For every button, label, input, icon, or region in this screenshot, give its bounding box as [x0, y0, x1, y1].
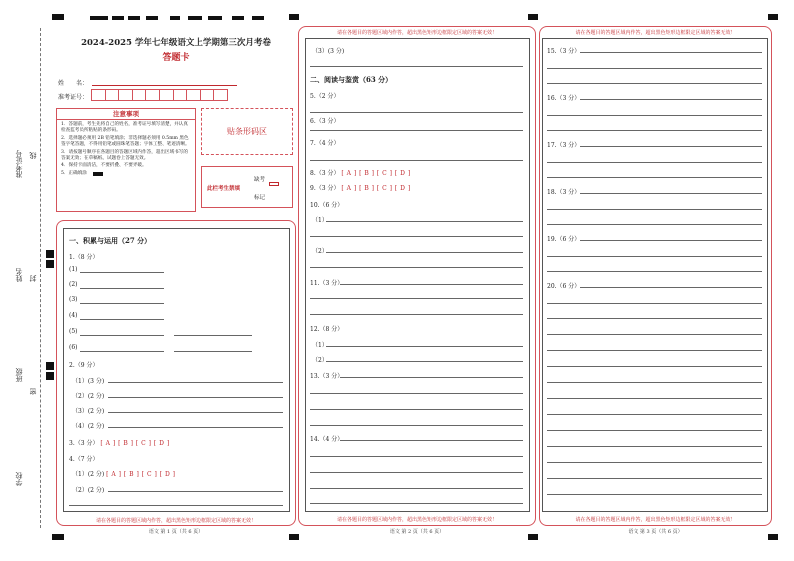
answer-line[interactable]: [80, 303, 164, 304]
answer-line[interactable]: [547, 162, 762, 163]
timing-mark: [252, 16, 264, 20]
answer-line[interactable]: [547, 398, 762, 399]
question-4: 4.（7 分）: [69, 456, 99, 463]
name-label: 姓 名：: [58, 80, 89, 87]
question-12: 12.（8 分）: [310, 326, 344, 333]
question-8-label: 8.（3 分）: [310, 170, 340, 177]
answer-line[interactable]: [326, 252, 523, 253]
timing-mark: [46, 250, 54, 258]
notice-item: 2．选择题必须用 2B 铅笔填涂；非选择题必须用 0.5mm 黑色签字笔答题，不得用铅笔或圆珠笔答题；字体工整、笔迹清晰。: [61, 135, 190, 148]
side-label-line: 线: [29, 152, 37, 159]
page2-footer: 语文 第 2 页（共 6 页）: [389, 529, 445, 535]
timing-mark: [112, 16, 124, 20]
page2-warning-top: 请在各题目的答题区域内作答，超出黑色矩形边框限定区域的答案无效！: [336, 30, 497, 36]
answer-line[interactable]: [310, 267, 523, 268]
q4-item-2: （2）(2 分): [72, 487, 105, 494]
answer-line[interactable]: [310, 456, 523, 457]
answer-line[interactable]: [547, 256, 762, 257]
side-label-name: 姓名: [15, 268, 23, 282]
question-16: 16.（3 分）: [547, 95, 581, 102]
barcode-area: 贴条形码区: [201, 108, 293, 155]
answer-line[interactable]: [174, 335, 252, 336]
timing-mark: [90, 16, 108, 20]
page3-answer-area: [542, 38, 768, 512]
page-title: 2024-2025 学年七年级语文上学期第三次月考卷: [81, 38, 271, 48]
q3-choice-options[interactable]: [ A ] [ B ] [ C ] [ D ]: [100, 440, 170, 447]
section-2-title: 二、阅读与鉴赏（63 分）: [310, 75, 393, 84]
answer-line[interactable]: [310, 236, 523, 237]
q2-item: （4）(2 分): [72, 423, 105, 430]
q4-item-1-label: （1）(2 分): [72, 471, 105, 478]
timing-mark: [208, 16, 222, 20]
answer-line[interactable]: [547, 446, 762, 447]
timing-mark: [128, 16, 140, 20]
timing-mark: [289, 14, 299, 20]
answer-line[interactable]: [80, 351, 164, 352]
notice-item: 5．正确填涂: [61, 170, 87, 176]
binding-line: [40, 28, 41, 528]
question-11: 11.（3 分）: [310, 280, 344, 287]
p2-top-item: （3）(3 分): [312, 48, 345, 55]
answer-line[interactable]: [310, 112, 523, 113]
answer-line[interactable]: [310, 409, 523, 410]
side-label-class: 班级: [15, 368, 23, 382]
answer-line[interactable]: [340, 440, 523, 441]
answer-line[interactable]: [547, 177, 762, 178]
timing-mark: [52, 14, 64, 20]
q4-item-1: [72, 469, 176, 478]
question-13: 13.（3 分）: [310, 373, 344, 380]
question-9-label: 9.（3 分）: [310, 185, 340, 192]
question-7: 7.（4 分）: [310, 140, 340, 147]
absent-mark-label-2: 标记: [254, 195, 266, 201]
answer-line[interactable]: [547, 115, 762, 116]
timing-mark: [188, 16, 202, 20]
answer-line[interactable]: [580, 240, 762, 241]
q1-item: (3): [69, 296, 78, 303]
side-label-secret: 密: [29, 388, 37, 395]
name-input-line[interactable]: [92, 85, 237, 86]
answer-line[interactable]: [547, 318, 762, 319]
answer-line[interactable]: [310, 425, 523, 426]
answer-line[interactable]: [174, 351, 252, 352]
answer-line[interactable]: [326, 221, 523, 222]
q1-item: (6): [69, 344, 78, 351]
answer-line[interactable]: [580, 52, 762, 53]
absent-checkbox[interactable]: [269, 182, 279, 186]
timing-mark: [232, 16, 244, 20]
q12-item: （2）: [312, 357, 328, 364]
answer-line[interactable]: [80, 288, 164, 289]
section-1-title: 一、积累与运用（27 分）: [69, 236, 152, 245]
answer-line[interactable]: [547, 350, 762, 351]
question-8: [310, 168, 411, 177]
timing-mark: [46, 260, 54, 268]
timing-mark: [768, 14, 778, 20]
answer-line[interactable]: [547, 334, 762, 335]
answer-line[interactable]: [340, 377, 523, 378]
answer-line[interactable]: [580, 146, 762, 147]
page3-warning-bottom: 请在各题目的答题区域内作答，超出黑色矩形边框限定区域的答案无效！: [575, 517, 736, 523]
question-3-label: 3.（3 分）: [69, 440, 99, 447]
answer-line[interactable]: [310, 130, 523, 131]
page2-warning-bottom: 请在各题目的答题区域内作答，超出黑色矩形边框限定区域的答案无效！: [336, 517, 497, 523]
q1-item: (4): [69, 312, 78, 319]
answer-line[interactable]: [547, 382, 762, 383]
answer-line[interactable]: [69, 505, 283, 506]
question-5: 5.（2 分）: [310, 93, 340, 100]
notice-box: [56, 108, 196, 212]
answer-line[interactable]: [310, 472, 523, 473]
answer-line[interactable]: [108, 412, 283, 413]
question-1: 1.（8 分）: [69, 254, 99, 261]
answer-line[interactable]: [547, 494, 762, 495]
answer-line[interactable]: [310, 503, 523, 504]
side-label-ticket: 准考证号: [15, 150, 23, 178]
question-19: 19.（6 分）: [547, 236, 581, 243]
q2-item: （1）(3 分): [72, 378, 105, 385]
q8-choice-options[interactable]: [ A ] [ B ] [ C ] [ D ]: [341, 170, 411, 177]
timing-mark: [170, 16, 180, 20]
q10-item: （2）: [312, 248, 328, 255]
ticket-number-boxes[interactable]: [91, 89, 228, 101]
question-6: 6.（3 分）: [310, 118, 340, 125]
q1-item: (1): [69, 266, 78, 273]
answer-line[interactable]: [108, 397, 283, 398]
side-label-seal: 封: [29, 275, 37, 282]
q12-item: （1）: [312, 342, 328, 349]
answer-line[interactable]: [310, 298, 523, 299]
answer-line[interactable]: [547, 224, 762, 225]
question-15: 15.（3 分）: [547, 48, 581, 55]
timing-mark: [528, 14, 538, 20]
question-20: 20.（6 分）: [547, 283, 581, 290]
answer-line[interactable]: [547, 478, 762, 479]
answer-line[interactable]: [580, 99, 762, 100]
answer-line[interactable]: [547, 271, 762, 272]
answer-line[interactable]: [580, 193, 762, 194]
absent-box: [201, 166, 293, 208]
page3-warning-top: 请在各题目的答题区域内作答，超出黑色矩形边框限定区域的答案无效！: [575, 30, 736, 36]
timing-mark: [46, 372, 54, 380]
answer-line[interactable]: [80, 319, 164, 320]
notice-item: 4．保持卡面清洁，不要折叠、不要弄破。: [61, 163, 147, 169]
page3-footer: 语文 第 3 页（共 6 页）: [628, 529, 683, 535]
answer-line[interactable]: [547, 303, 762, 304]
answer-line[interactable]: [108, 427, 283, 428]
q1-item: (5): [69, 328, 78, 335]
question-2: 2.（9 分）: [69, 362, 99, 369]
question-17: 17.（3 分）: [547, 142, 581, 149]
answer-line[interactable]: [547, 462, 762, 463]
page1-warning: 请在各题目的答题区域内作答，超出黑色矩形边框限定区域的答案无效！: [95, 518, 256, 524]
absent-mark-label: 缺考: [254, 177, 266, 183]
answer-line[interactable]: [547, 430, 762, 431]
answer-line[interactable]: [547, 209, 762, 210]
page1-footer: 语文 第 1 页（共 6 页）: [148, 529, 204, 535]
answer-line[interactable]: [310, 160, 523, 161]
absent-label: 此栏考生禁填: [207, 186, 241, 192]
ticket-label: 准考证号：: [58, 94, 89, 101]
answer-line[interactable]: [80, 272, 164, 273]
answer-line[interactable]: [547, 83, 762, 84]
notice-title: 注意事项: [57, 109, 195, 120]
question-3: [69, 438, 170, 447]
answer-line[interactable]: [326, 361, 523, 362]
answer-line[interactable]: [340, 284, 523, 285]
side-label-school: 学校: [15, 472, 23, 486]
page-subtitle: 答题卡: [162, 53, 190, 63]
answer-line[interactable]: [547, 68, 762, 69]
answer-line[interactable]: [310, 66, 523, 67]
notice-item: 3．请按题号顺序在各题目的答题区域内作答，超出区域书写的答案无效；在草稿纸、试题卷上答题无效。: [61, 149, 188, 162]
answer-line[interactable]: [547, 414, 762, 415]
answer-line[interactable]: [108, 382, 283, 383]
answer-line[interactable]: [580, 287, 762, 288]
q9-choice-options[interactable]: [ A ] [ B ] [ C ] [ D ]: [341, 185, 411, 192]
q10-item: （1）: [312, 217, 328, 224]
answer-line[interactable]: [547, 130, 762, 131]
q4-choice-options[interactable]: [ A ] [ B ] [ C ] [ D ]: [106, 471, 176, 478]
timing-mark: [146, 16, 158, 20]
filled-sample-mark: [93, 172, 103, 176]
question-10: 10.（6 分）: [310, 202, 344, 209]
answer-line[interactable]: [326, 346, 523, 347]
answer-line[interactable]: [310, 314, 523, 315]
answer-line[interactable]: [80, 335, 164, 336]
question-18: 18.（3 分）: [547, 189, 581, 196]
notice-item: 1．答题前，考生先将自己的姓名，准考证号填写清楚，并认真检查监考员所粘贴的条形码。: [61, 122, 188, 134]
answer-line[interactable]: [310, 488, 523, 489]
q2-item: （3）(2 分): [72, 408, 105, 415]
timing-mark: [46, 362, 54, 370]
q1-item: (2): [69, 281, 78, 288]
question-9: [310, 183, 411, 192]
question-14: 14.（4 分）: [310, 436, 344, 443]
q2-item: （2）(2 分): [72, 393, 105, 400]
answer-line[interactable]: [547, 366, 762, 367]
answer-line[interactable]: [310, 393, 523, 394]
answer-line[interactable]: [108, 491, 283, 492]
